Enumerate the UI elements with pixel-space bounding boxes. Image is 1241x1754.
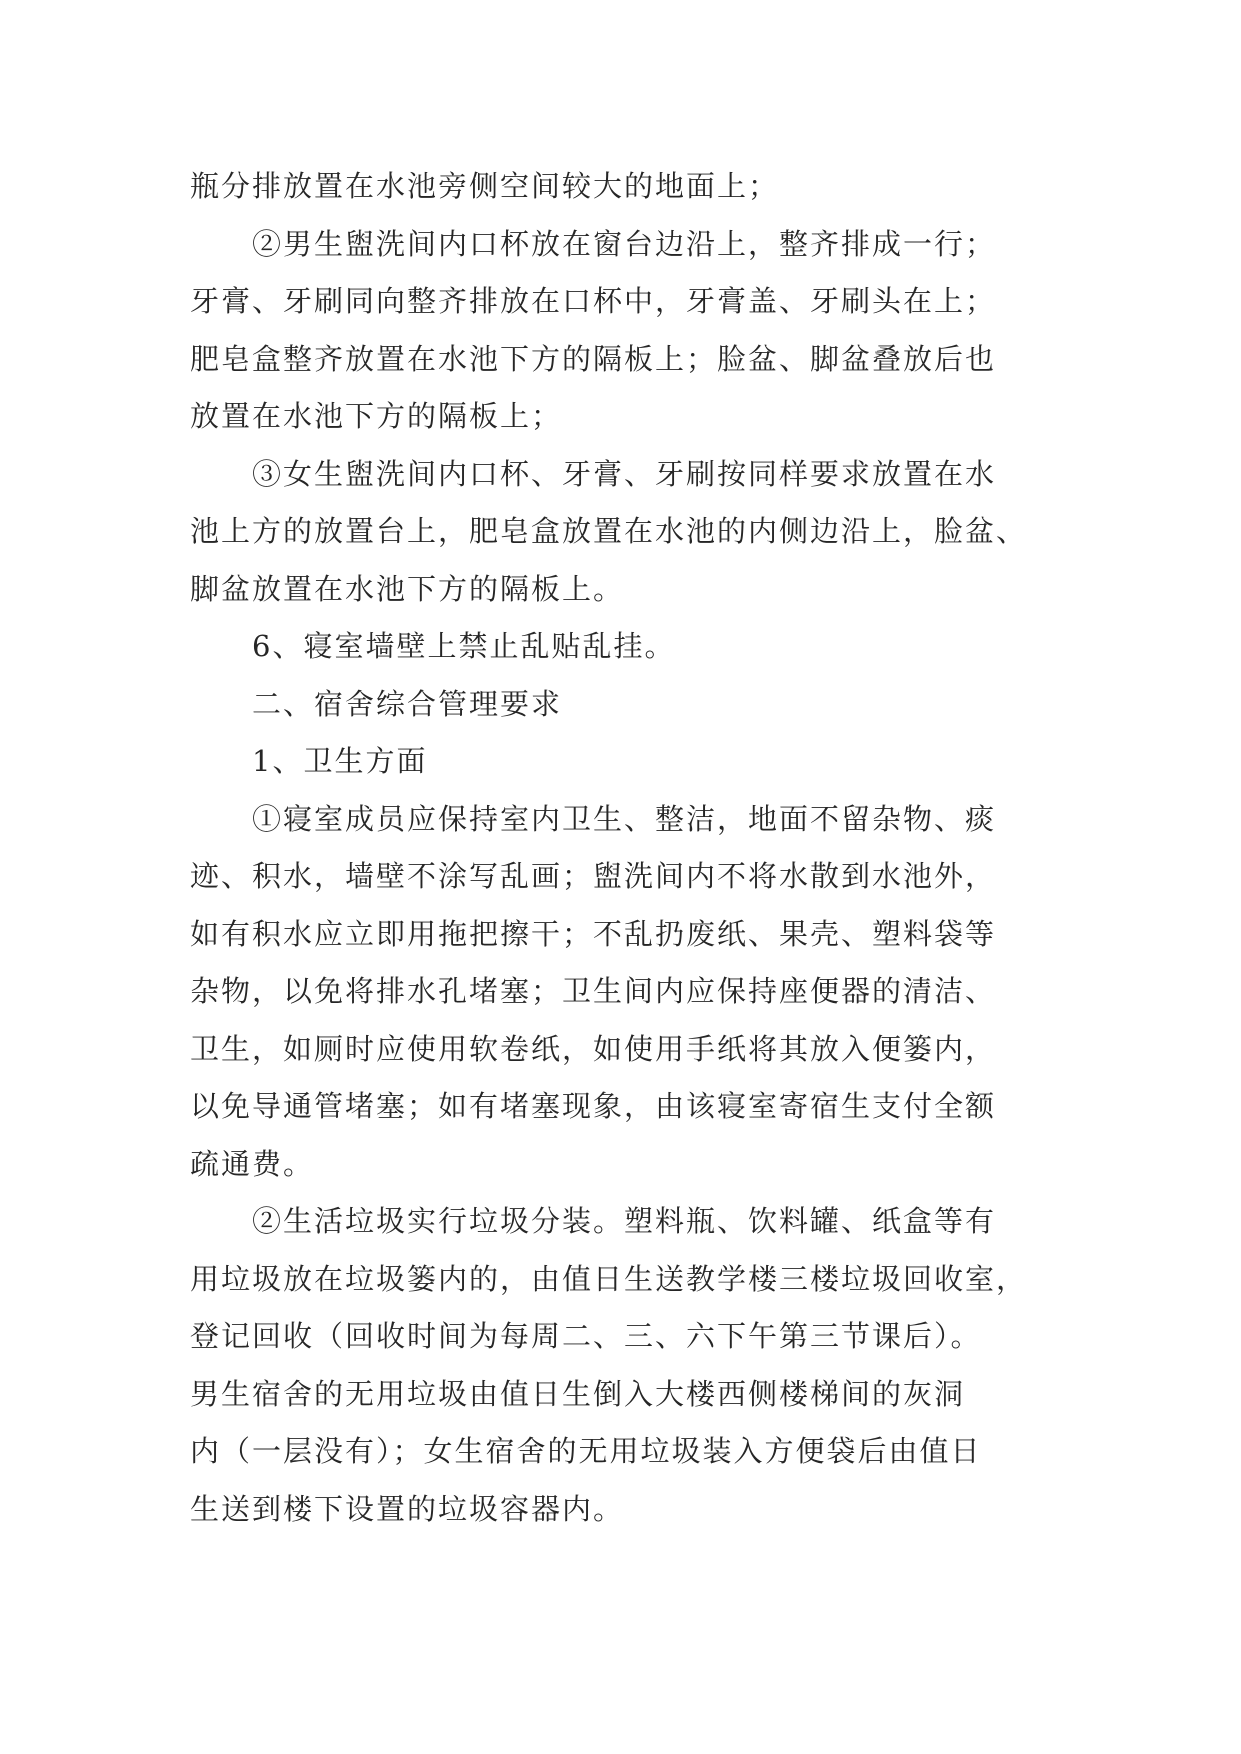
text-line: 如有积水应立即用拖把擦干；不乱扔废纸、果壳、塑料袋等: [190, 916, 997, 951]
text-line: ③女生盥洗间内口杯、牙膏、牙刷按同样要求放置在水: [252, 456, 997, 491]
text-line: 用垃圾放在垃圾篓内的，由值日生送教学楼三楼垃圾回收室，: [190, 1261, 1028, 1296]
text-line: 肥皂盒整齐放置在水池下方的隔板上；脸盆、脚盆叠放后也: [190, 341, 997, 376]
text-line: 池上方的放置台上，肥皂盒放置在水池的内侧边沿上，脸盆、: [190, 514, 1028, 548]
section-heading: 二、宿舍综合管理要求: [252, 686, 563, 721]
subsection-heading: 1、卫生方面: [252, 744, 428, 778]
text-line: 疏通费。: [190, 1146, 315, 1181]
text-line: 迹、积水，墙壁不涂写乱画；盥洗间内不将水散到水池外，: [190, 859, 997, 893]
text-line: 以免导通管堵塞；如有堵塞现象，由该寝室寄宿生支付全额: [190, 1089, 997, 1123]
document-body: [190, 158, 1060, 1538]
text-line: 放置在水池下方的隔板上；: [190, 399, 563, 433]
text-line: 杂物，以免将排水孔堵塞；卫生间内应保持座便器的清洁、: [190, 974, 997, 1008]
text-line: 牙膏、牙刷同向整齐排放在口杯中，牙膏盖、牙刷头在上；: [190, 284, 997, 318]
text-line: 男生宿舍的无用垃圾由值日生倒入大楼西侧楼梯间的灰洞: [190, 1376, 966, 1411]
text-line: 卫生，如厕时应使用软卷纸，如使用手纸将其放入便篓内，: [190, 1031, 997, 1066]
text-line: 6、寝室墙壁上禁止乱贴乱挂。: [252, 629, 676, 663]
text-line: 瓶分排放置在水池旁侧空间较大的地面上；: [190, 169, 780, 203]
text-line: ②生活垃圾实行垃圾分装。塑料瓶、饮料罐、纸盒等有: [252, 1204, 997, 1238]
text-line: 生送到楼下设置的垃圾容器内。: [190, 1491, 625, 1526]
text-line: ①寝室成员应保持室内卫生、整洁，地面不留杂物、痰: [252, 801, 997, 836]
text-line: 登记回收（回收时间为每周二、三、六下午第三节课后）。: [190, 1319, 982, 1353]
text-line: 脚盆放置在水池下方的隔板上。: [190, 571, 625, 606]
text-line: ②男生盥洗间内口杯放在窗台边沿上，整齐排成一行；: [252, 226, 997, 261]
text-line: 内（一层没有）；女生宿舍的无用垃圾装入方便袋后由值日: [190, 1434, 982, 1468]
